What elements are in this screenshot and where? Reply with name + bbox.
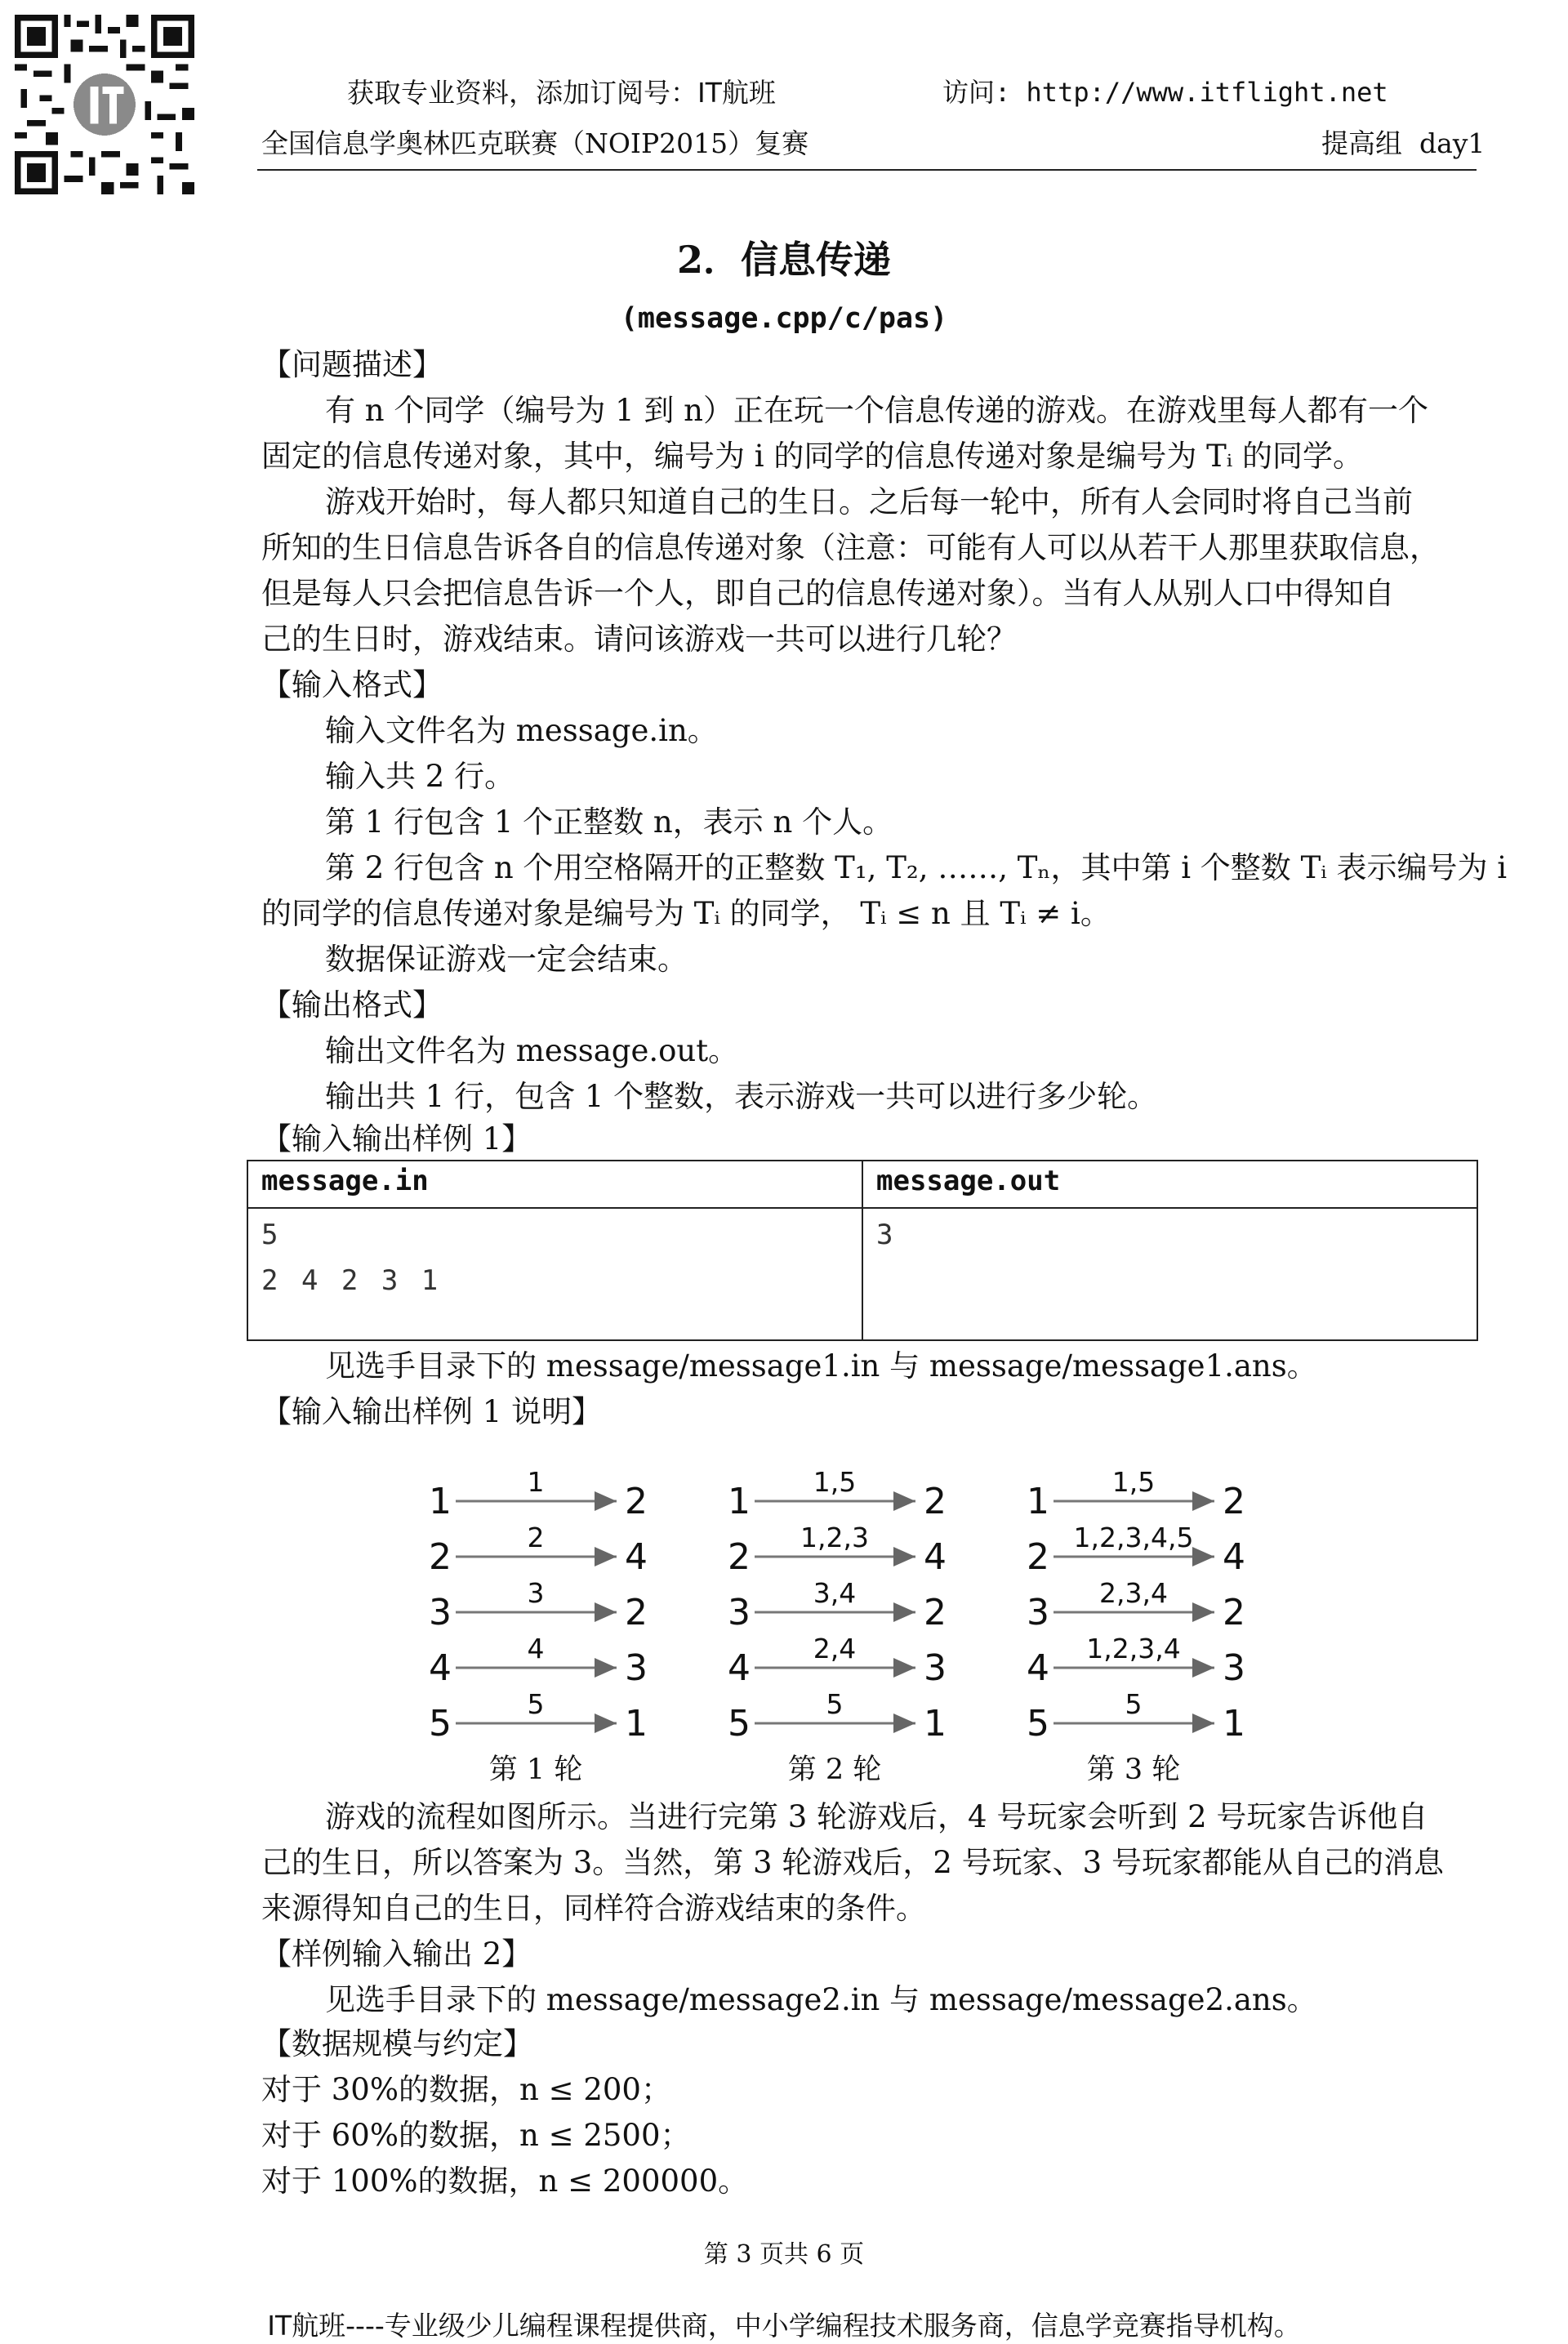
round-caption: 第 2 轮 (787, 1754, 882, 1786)
node-to: 1 (1223, 1703, 1245, 1745)
desc-line: 所知的生日信息告诉各自的信息传递对象（注意：可能有人可以从若干人那里获取信息， (261, 530, 1440, 565)
table-header-output: message.out (862, 1161, 1477, 1208)
explain-heading: 【输入输出样例 1 说明】 (261, 1394, 603, 1429)
node-to: 4 (924, 1536, 947, 1578)
round-caption: 第 3 轮 (1086, 1754, 1181, 1786)
edge-label: 1,5 (1111, 1466, 1156, 1498)
node-from: 5 (1027, 1703, 1049, 1745)
table-cell-input (247, 1208, 862, 1340)
edge-label: 2,4 (813, 1633, 857, 1664)
node-from: 3 (728, 1592, 751, 1633)
node-to: 2 (625, 1592, 648, 1633)
contest-name: 全国信息学奥林匹克联赛（NOIP2015）复赛 (261, 127, 809, 159)
node-to: 2 (924, 1481, 947, 1522)
node-from: 2 (429, 1536, 452, 1578)
scale-heading: 【数据规模与约定】 (261, 2026, 533, 2061)
promo-link[interactable]: 访问: http://www.itflight.net (942, 77, 1388, 108)
output-line: 输出共 1 行，包含 1 个整数，表示游戏一共可以进行多少轮。 (325, 1079, 1158, 1114)
desc-heading: 【问题描述】 (261, 347, 443, 382)
desc-line: 有 n 个同学（编号为 1 到 n）正在玩一个信息传递的游戏。在游戏里每人都有一个 (325, 393, 1429, 428)
node-from: 5 (728, 1703, 751, 1745)
desc-line: 游戏开始时，每人都只知道自己的生日。之后每一轮中，所有人会同时将自己当前 (325, 484, 1413, 519)
input-line: 输入共 2 行。 (325, 759, 515, 794)
promo-text: 获取专业资料，添加订阅号：IT航班 (347, 77, 776, 109)
edge-label: 4 (527, 1633, 545, 1664)
edge-label: 5 (527, 1688, 545, 1720)
scale-line: 对于 100%的数据，n ≤ 200000。 (261, 2164, 749, 2199)
desc-line: 己的生日时，游戏结束。请问该游戏一共可以进行几轮？ (261, 622, 1017, 657)
edge-label: 1,2,3,4 (1086, 1633, 1181, 1664)
edge-label: 1,5 (813, 1466, 857, 1498)
output-heading: 【输出格式】 (261, 987, 443, 1023)
node-from: 4 (429, 1647, 452, 1689)
node-to: 2 (924, 1592, 947, 1633)
explain-line: 游戏的流程如图所示。当进行完第 3 轮游戏后，4 号玩家会听到 2 号玩家告诉他自 (325, 1799, 1428, 1834)
header-rule (257, 169, 1477, 171)
edge-label: 1,2,3 (800, 1522, 869, 1553)
edge-label: 5 (1125, 1688, 1143, 1720)
node-from: 3 (1027, 1592, 1049, 1633)
node-from: 1 (728, 1481, 751, 1522)
node-to: 3 (924, 1647, 947, 1689)
table-cell-output (862, 1208, 1477, 1340)
input-line: 的同学的信息传递对象是编号为 Tᵢ 的同学， Tᵢ ≤ n 且 Tᵢ ≠ i。 (261, 896, 1111, 931)
edge-label: 2,3,4 (1099, 1577, 1168, 1609)
sample2-note: 见选手目录下的 message/message2.in 与 message/message2.ans。 (325, 1982, 1317, 2017)
sample2-heading: 【样例输入输出 2】 (261, 1936, 532, 1972)
output-value: 3 (876, 1219, 893, 1251)
rounds-diagram (425, 1446, 1323, 1789)
output-line: 输出文件名为 message.out。 (325, 1033, 739, 1068)
node-from: 2 (728, 1536, 751, 1578)
qr-code-image (15, 15, 194, 194)
desc-line: 固定的信息传递对象，其中，编号为 i 的同学的信息传递对象是编号为 Tᵢ 的同学。 (261, 439, 1363, 474)
node-to: 2 (1223, 1592, 1245, 1633)
round-caption: 第 1 轮 (488, 1754, 583, 1786)
node-to: 4 (625, 1536, 648, 1578)
input-line: 第 1 行包含 1 个正整数 n，表示 n 个人。 (325, 804, 893, 840)
node-to: 2 (625, 1481, 648, 1522)
node-to: 1 (924, 1703, 947, 1745)
scale-line: 对于 60%的数据，n ≤ 2500； (261, 2118, 691, 2153)
node-from: 4 (728, 1647, 751, 1689)
sample1-heading: 【输入输出样例 1】 (261, 1121, 532, 1156)
node-to: 3 (1223, 1647, 1245, 1689)
node-from: 4 (1027, 1647, 1049, 1689)
sample1-note: 见选手目录下的 message/message1.in 与 message/message1.ans。 (325, 1348, 1317, 1384)
edge-label: 1,2,3,4,5 (1073, 1522, 1194, 1553)
node-to: 4 (1223, 1536, 1245, 1578)
node-from: 3 (429, 1592, 452, 1633)
node-from: 5 (429, 1703, 452, 1745)
input-line: 输入文件名为 message.in。 (325, 713, 718, 748)
edge-label: 5 (826, 1688, 844, 1720)
node-to: 1 (625, 1703, 648, 1745)
input-value: 2 4 2 3 1 (261, 1264, 439, 1297)
edge-label: 3,4 (813, 1577, 857, 1609)
input-heading: 【输入格式】 (261, 667, 443, 702)
input-line: 数据保证游戏一定会结束。 (325, 942, 688, 977)
node-to: 3 (625, 1647, 648, 1689)
explain-line: 己的生日，所以答案为 3。当然，第 3 轮游戏后，2 号玩家、3 号玩家都能从自己的消息 (261, 1845, 1444, 1880)
page-number: 第 3 页共 6 页 (703, 2240, 865, 2269)
group-label: 提高组 day1 (1321, 127, 1486, 159)
node-from: 1 (1027, 1481, 1049, 1522)
edge-label: 3 (527, 1577, 545, 1609)
footer-ad: IT航班----专业级少儿编程课程提供商，中小学编程技术服务商，信息学竞赛指导机构。 (267, 2310, 1301, 2342)
sample1-table (247, 1160, 1478, 1341)
edge-label: 1 (527, 1466, 545, 1498)
table-header-input: message.in (247, 1161, 862, 1208)
node-to: 2 (1223, 1481, 1245, 1522)
desc-line: 但是每人只会把信息告诉一个人，即自己的信息传递对象）。当有人从别人口中得知自 (261, 576, 1395, 611)
problem-title: 2．信息传递 (676, 238, 891, 282)
input-value: 5 (261, 1219, 278, 1251)
scale-line: 对于 30%的数据，n ≤ 200； (261, 2072, 671, 2107)
input-line: 第 2 行包含 n 个用空格隔开的正整数 T₁, T₂, ……, Tₙ，其中第 i 个整数 Tᵢ 表示编号为 i (325, 850, 1508, 885)
node-from: 2 (1027, 1536, 1049, 1578)
explain-line: 来源得知自己的生日，同样符合游戏结束的条件。 (261, 1891, 926, 1926)
node-from: 1 (429, 1481, 452, 1522)
problem-files: (message.cpp/c/pas) (620, 302, 948, 335)
edge-label: 2 (527, 1522, 545, 1553)
